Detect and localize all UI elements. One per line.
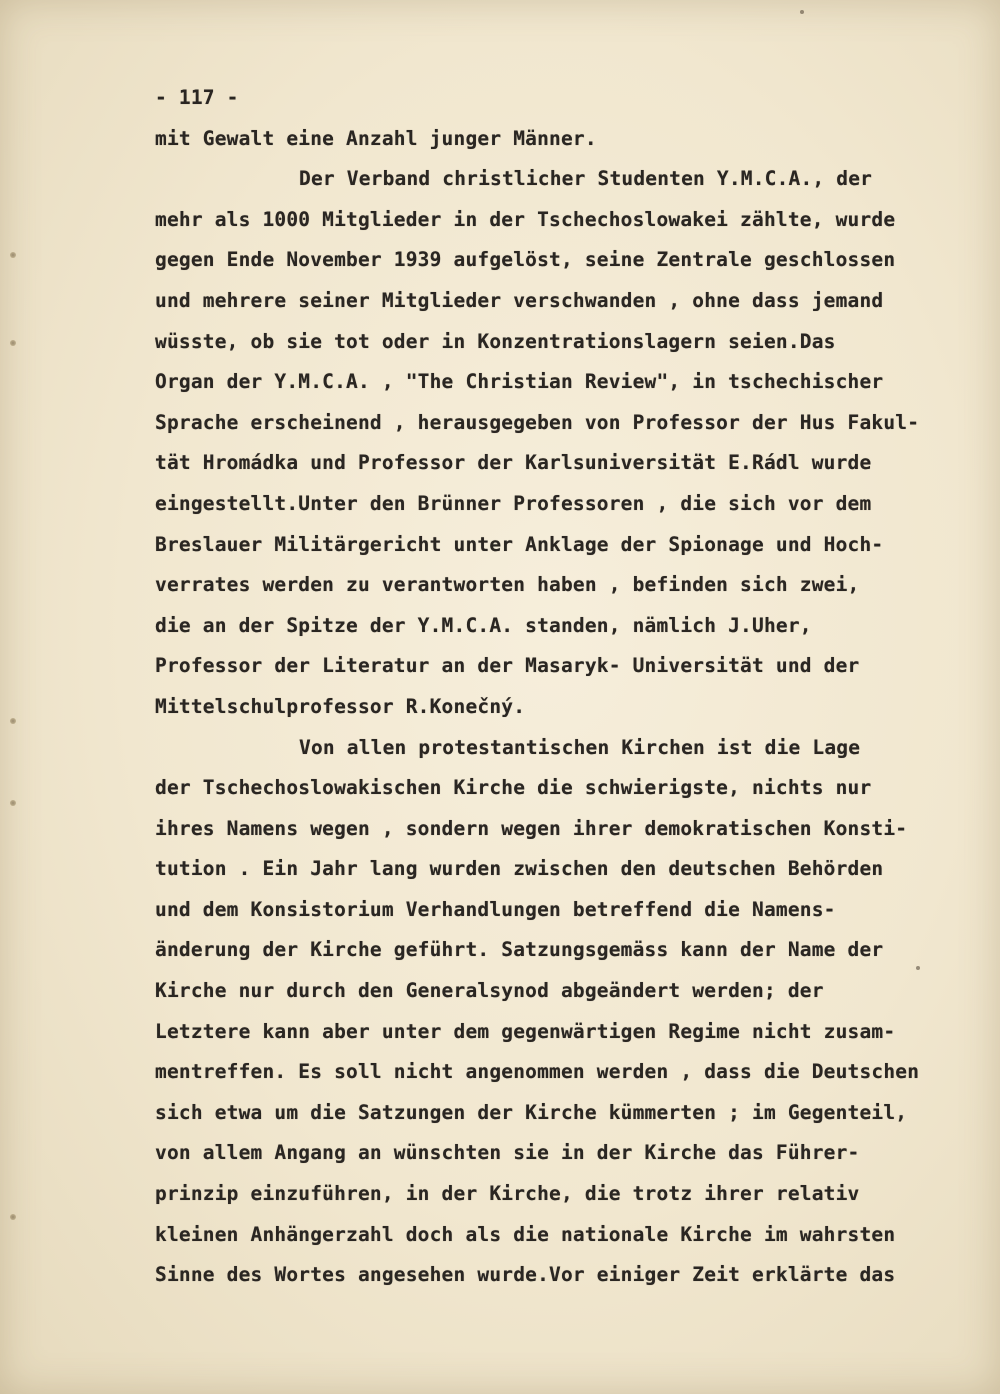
text-line: Mittelschulprofessor R.Konečný. (155, 694, 526, 718)
text-line: mentreffen. Es soll nicht angenommen werden , dass die Deutschen (155, 1060, 920, 1084)
text-line: Der Verband christlicher Studenten Y.M.C.A., der (299, 167, 873, 191)
punch-hole (10, 340, 16, 346)
text-line: tät Hromádka und Professor der Karlsuniversität E.Rádl wurde (155, 451, 872, 475)
text-line: ihres Namens wegen , sondern wegen ihrer demokratischen Konsti- (155, 816, 908, 840)
text-line: und dem Konsistorium Verhandlungen betreffend die Namens- (155, 897, 836, 921)
punch-hole (10, 718, 16, 724)
text-line: Professor der Literatur an der Masaryk- Universität und der (155, 654, 860, 678)
text-line: und mehrere seiner Mitglieder verschwanden , ohne dass jemand (155, 288, 884, 312)
text-line: Kirche nur durch den Generalsynod abgeändert werden; der (155, 979, 824, 1003)
text-line: gegen Ende November 1939 aufgelöst, seine Zentrale geschlossen (155, 248, 896, 272)
text-line: kleinen Anhängerzahl doch als die nationale Kirche im wahrsten (155, 1222, 896, 1246)
punch-hole (10, 800, 16, 806)
paper-speck (800, 10, 804, 14)
text-line: Breslauer Militärgericht unter Anklage der Spionage und Hoch- (155, 532, 884, 556)
text-line: Organ der Y.M.C.A. , "The Christian Review", in tschechischer (155, 370, 884, 394)
text-line: änderung der Kirche geführt. Satzungsgemäss kann der Name der (155, 938, 884, 962)
text-line: tution . Ein Jahr lang wurden zwischen den deutschen Behörden (155, 857, 884, 881)
text-line: prinzip einzuführen, in der Kirche, die trotz ihrer relativ (155, 1182, 860, 1206)
text-line: Von allen protestantischen Kirchen ist die Lage (299, 735, 861, 759)
text-line: mit Gewalt eine Anzahl junger Männer. (155, 126, 597, 150)
text-line: Letztere kann aber unter dem gegenwärtigen Regime nicht zusam- (155, 1019, 896, 1043)
text-line: die an der Spitze der Y.M.C.A. standen, nämlich J.Uher, (155, 613, 812, 637)
punch-hole (10, 1214, 16, 1220)
typewritten-text (155, 78, 955, 1296)
text-line: der Tschechoslowakischen Kirche die schwierigste, nichts nur (155, 776, 872, 800)
text-line: verrates werden zu verantworten haben , befinden sich zwei, (155, 573, 860, 597)
text-line: sich etwa um die Satzungen der Kirche kümmerten ; im Gegenteil, (155, 1100, 908, 1124)
text-line: mehr als 1000 Mitglieder in der Tschechoslowakei zählte, wurde (155, 207, 896, 231)
text-line: Sprache erscheinend , herausgegeben von Professor der Hus Fakul- (155, 410, 920, 434)
punch-hole (10, 252, 16, 258)
text-line: von allem Angang an wünschten sie in der Kirche das Führer- (155, 1141, 860, 1165)
text-line: eingestellt.Unter den Brünner Professoren , die sich vor dem (155, 491, 872, 515)
text-line: Sinne des Wortes angesehen wurde.Vor einiger Zeit erklärte das (155, 1263, 896, 1287)
page-number: - 117 - (155, 86, 239, 109)
text-line: wüsste, ob sie tot oder in Konzentrationslagern seien.Das (155, 329, 836, 353)
